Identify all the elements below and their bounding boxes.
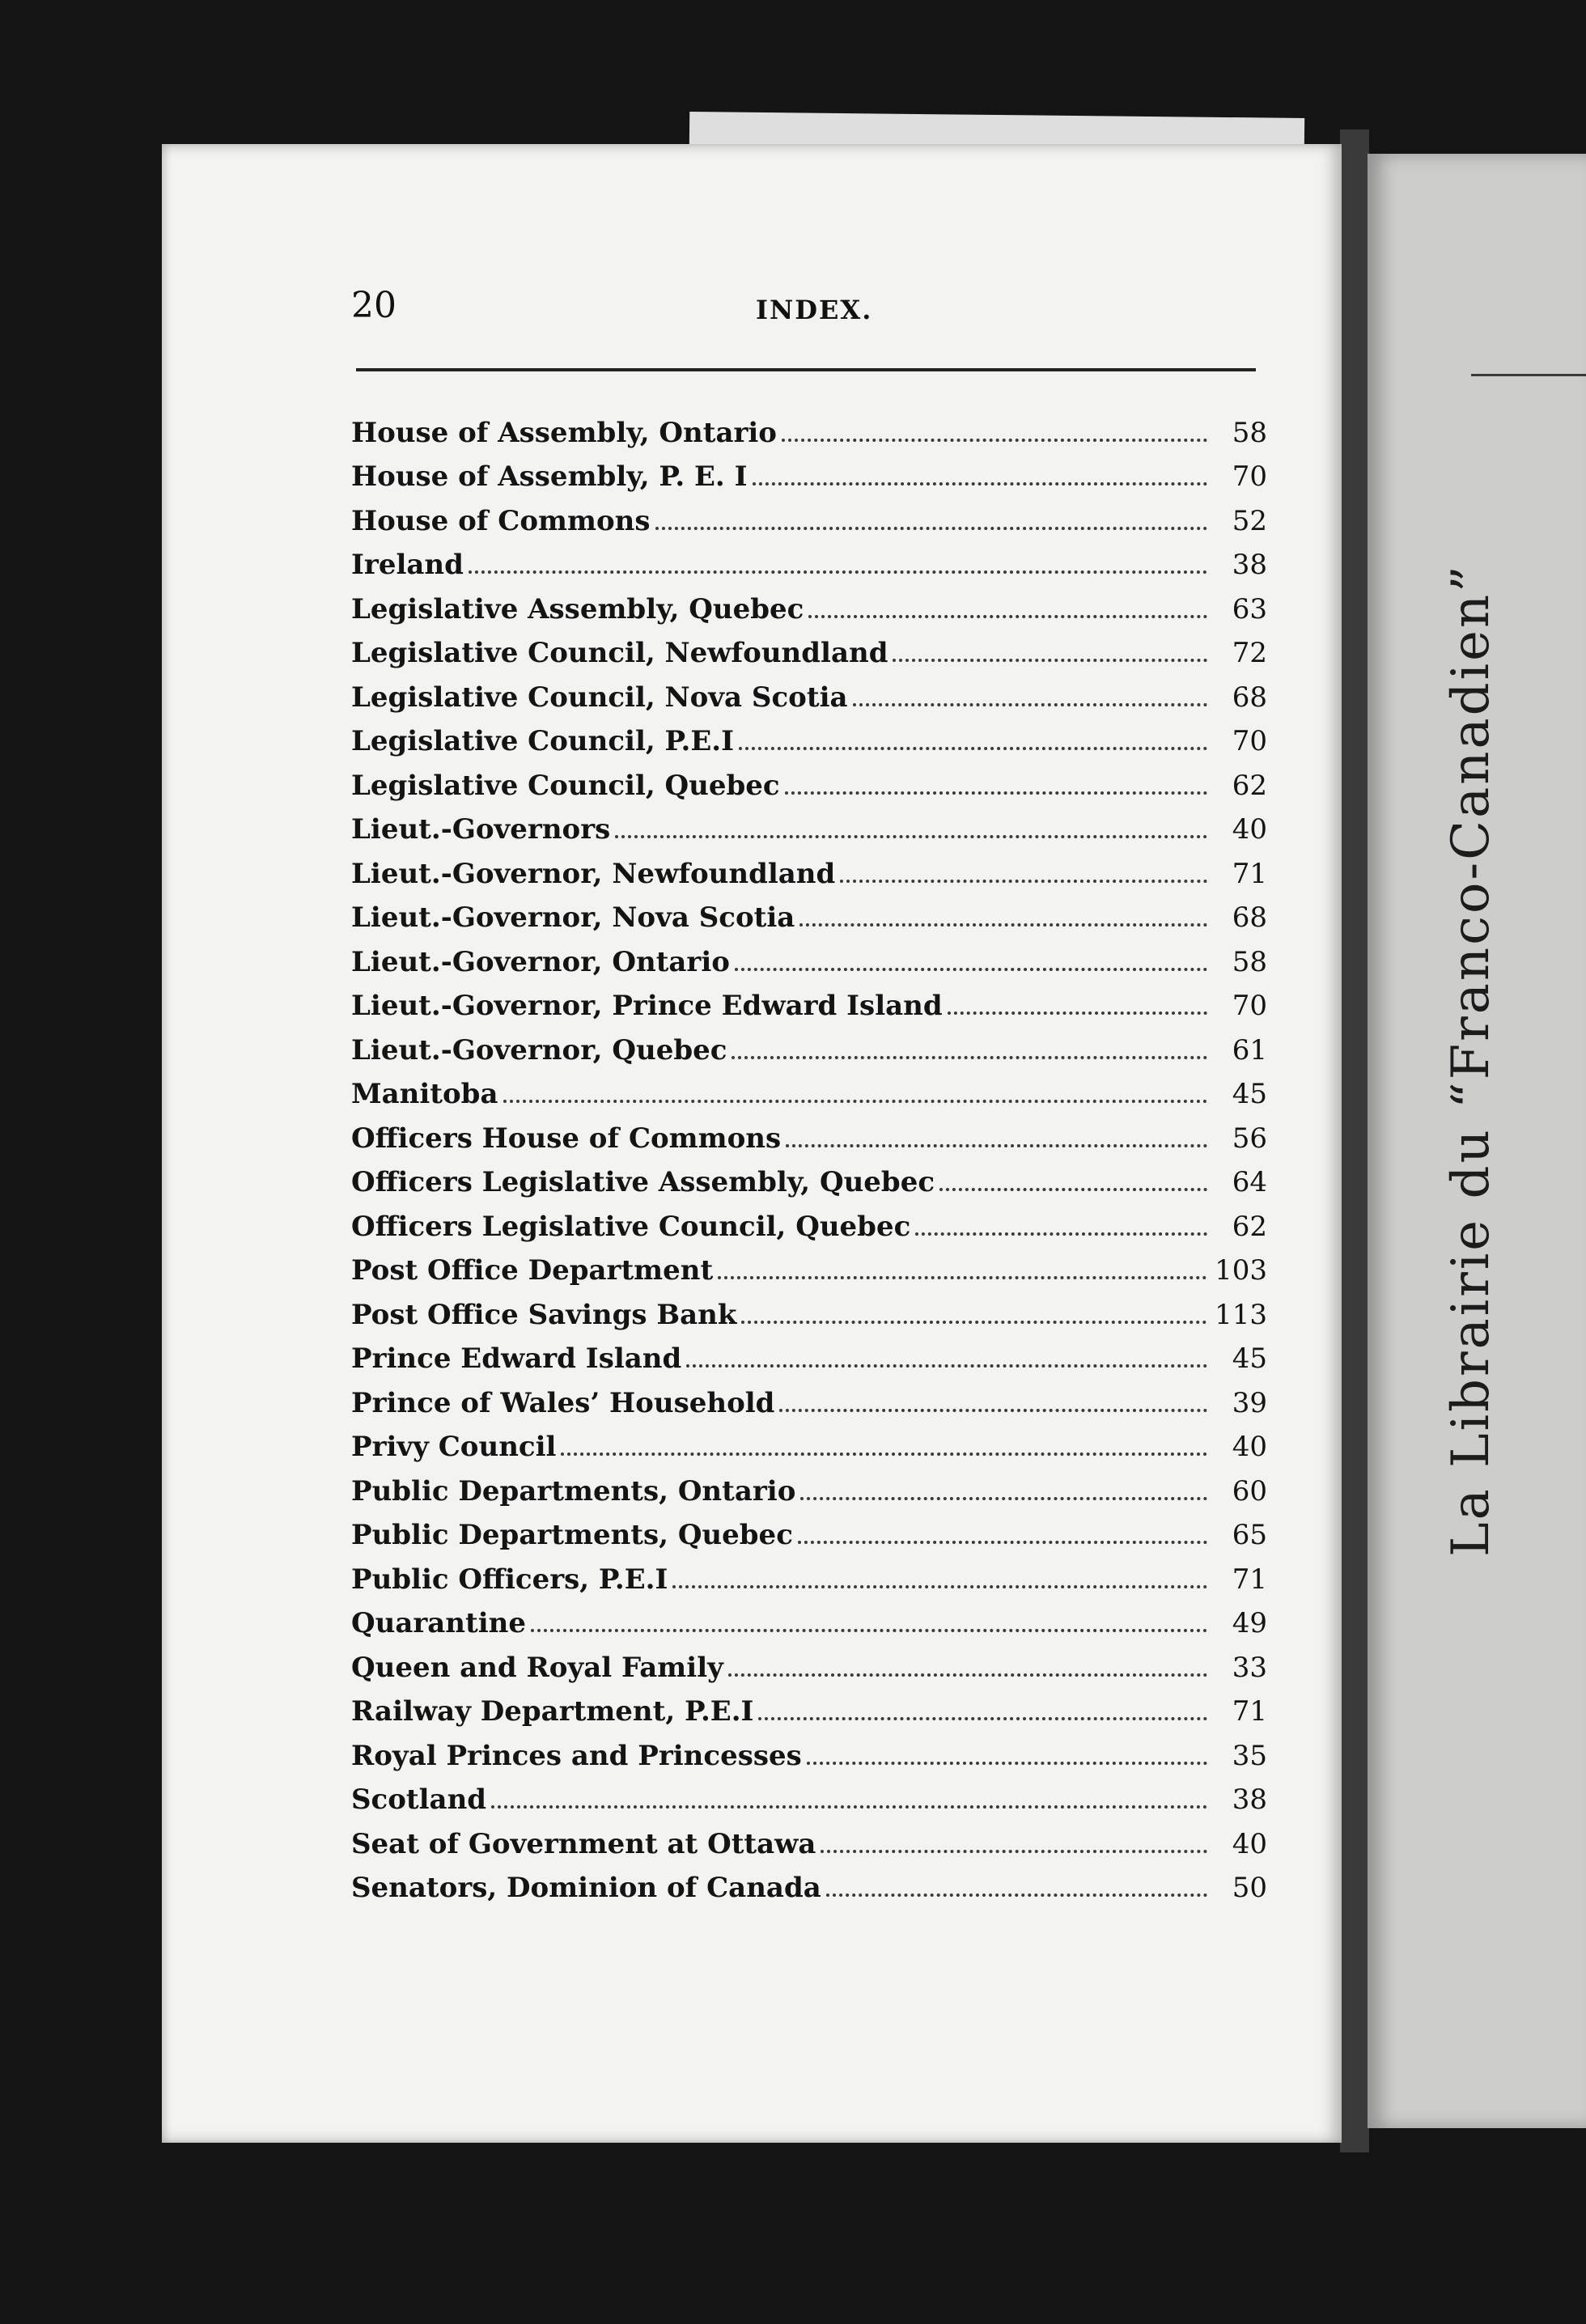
index-entry-title: Public Departments, Ontario <box>351 1474 796 1508</box>
dot-leader <box>718 1276 1206 1279</box>
adjacent-page-rule <box>1471 374 1586 376</box>
index-entry-page: 58 <box>1232 416 1267 449</box>
book-gutter <box>1340 129 1369 2152</box>
dot-leader <box>758 1717 1207 1720</box>
index-entry-title: Officers Legislative Council, Quebec <box>351 1210 911 1243</box>
index-entry <box>351 537 1267 582</box>
index-entry-page: 33 <box>1232 1651 1267 1684</box>
index-entry <box>351 1067 1267 1111</box>
index-entry-title: Lieut.-Governor, Quebec <box>351 1033 727 1067</box>
index-entry-title: Lieut.-Governor, Newfoundland <box>351 857 836 890</box>
index-entry <box>351 802 1267 846</box>
index-entry-page: 68 <box>1232 901 1267 934</box>
dot-leader <box>785 791 1207 795</box>
index-entry <box>351 1508 1267 1552</box>
dot-leader <box>853 703 1207 706</box>
index-entry-page: 72 <box>1232 637 1267 669</box>
index-entry-title: Post Office Savings Bank <box>351 1298 737 1331</box>
dot-leader <box>840 880 1207 883</box>
index-entry-page: 65 <box>1232 1519 1267 1551</box>
index-entry-title: Prince of Wales’ Household <box>351 1386 775 1419</box>
dot-leader <box>503 1100 1208 1103</box>
index-entry-title: Legislative Council, P.E.I <box>351 725 734 757</box>
index-entry-title: House of Assembly, Ontario <box>351 416 777 449</box>
index-entry-title: Public Departments, Quebec <box>351 1519 793 1551</box>
index-entry <box>351 1860 1267 1905</box>
dot-leader <box>826 1894 1207 1897</box>
header-rule <box>356 368 1256 371</box>
index-entry-page: 40 <box>1232 1827 1267 1860</box>
index-entry <box>351 1463 1267 1508</box>
index-entry <box>351 1287 1267 1331</box>
index-entry-page: 60 <box>1232 1474 1267 1508</box>
index-entry <box>351 1596 1267 1640</box>
index-entry-title: Royal Princes and Princesses <box>351 1739 802 1772</box>
index-entry-page: 103 <box>1215 1254 1267 1287</box>
index-entry <box>351 1198 1267 1243</box>
index-entry <box>351 714 1267 758</box>
index-entry-title: Legislative Assembly, Quebec <box>351 592 804 626</box>
index-entry-title: Privy Council <box>351 1431 557 1463</box>
dot-leader <box>779 1409 1207 1412</box>
index-entry <box>351 669 1267 714</box>
index-entry-title: Public Officers, P.E.I <box>351 1563 668 1596</box>
index-entry-page: 38 <box>1232 1783 1267 1816</box>
dot-leader <box>786 1144 1207 1147</box>
index-entry-page: 70 <box>1232 460 1267 493</box>
index-entry-title: Prince Edward Island <box>351 1342 682 1375</box>
index-entry <box>351 978 1267 1023</box>
index-entry-title: Scotland <box>351 1783 487 1816</box>
index-entry <box>351 1816 1267 1860</box>
index-entry <box>351 1243 1267 1287</box>
index-entry <box>351 405 1267 449</box>
index-entry-title: Lieut.-Governor, Ontario <box>351 945 730 978</box>
index-entry <box>351 1331 1267 1376</box>
index-entry <box>351 1728 1267 1772</box>
index-entry-page: 49 <box>1232 1607 1267 1639</box>
dot-leader <box>739 747 1207 750</box>
index-entry-title: House of Assembly, P. E. I <box>351 460 748 493</box>
index-entry <box>351 1375 1267 1419</box>
index-entry <box>351 890 1267 935</box>
index-entry-page: 113 <box>1215 1298 1267 1331</box>
index-entry-page: 56 <box>1232 1122 1267 1155</box>
dot-leader <box>798 1541 1207 1544</box>
index-entry <box>351 1551 1267 1596</box>
dot-leader <box>799 923 1207 927</box>
dot-leader <box>821 1850 1207 1853</box>
index-entry-page: 71 <box>1232 1695 1267 1728</box>
dot-leader <box>753 482 1207 486</box>
dot-leader <box>672 1585 1207 1588</box>
index-entry <box>351 1155 1267 1199</box>
index-entry-title: Lieut.-Governor, Nova Scotia <box>351 901 795 934</box>
index-entry-page: 61 <box>1232 1033 1267 1067</box>
index-entry-title: Legislative Council, Newfoundland <box>351 637 888 669</box>
dot-leader <box>808 615 1207 618</box>
index-entry-page: 38 <box>1232 549 1267 581</box>
index-entry <box>351 757 1267 802</box>
dot-leader <box>741 1321 1206 1324</box>
index-entry <box>351 449 1267 494</box>
running-title: INDEX. <box>756 295 873 325</box>
dot-leader <box>948 1011 1207 1015</box>
index-entry-page: 50 <box>1232 1872 1267 1904</box>
index-entry <box>351 934 1267 978</box>
index-entry-page: 70 <box>1232 990 1267 1022</box>
index-entry-page: 52 <box>1232 504 1267 537</box>
index-entry <box>351 1022 1267 1067</box>
index-entry-title: Senators, Dominion of Canada <box>351 1872 821 1904</box>
index-entry-page: 68 <box>1232 681 1267 714</box>
index-entry-page: 71 <box>1232 857 1267 890</box>
index-entry-title: Quarantine <box>351 1607 527 1639</box>
dot-leader <box>469 570 1207 574</box>
index-entry-page: 58 <box>1232 945 1267 978</box>
index-entry-page: 45 <box>1232 1078 1267 1110</box>
index-list <box>351 405 1267 1904</box>
index-entry-title: Legislative Council, Nova Scotia <box>351 681 848 714</box>
dot-leader <box>728 1673 1207 1677</box>
index-entry <box>351 493 1267 537</box>
index-entry-page: 45 <box>1232 1342 1267 1375</box>
index-entry-page: 40 <box>1232 813 1267 846</box>
index-entry-title: Legislative Council, Quebec <box>351 769 780 802</box>
index-entry <box>351 1772 1267 1817</box>
dot-leader <box>800 1497 1207 1500</box>
index-entry <box>351 1110 1267 1155</box>
dot-leader <box>531 1629 1207 1632</box>
index-entry-page: 62 <box>1232 769 1267 802</box>
index-entry <box>351 1684 1267 1728</box>
index-entry <box>351 1639 1267 1684</box>
adjacent-page-vertical-text: La Librairie du “Franco-Canadien” <box>1441 563 1501 1557</box>
dot-leader <box>491 1805 1207 1809</box>
index-entry <box>351 626 1267 670</box>
dot-leader <box>561 1452 1207 1456</box>
index-entry-page: 39 <box>1232 1386 1267 1419</box>
dot-leader <box>655 527 1207 530</box>
index-entry-page: 40 <box>1232 1431 1267 1463</box>
index-entry-title: Officers House of Commons <box>351 1122 782 1155</box>
index-entry <box>351 846 1267 890</box>
dot-leader <box>686 1364 1207 1368</box>
dot-leader <box>732 1056 1207 1059</box>
index-entry-title: Queen and Royal Family <box>351 1651 723 1684</box>
index-entry-title: Lieut.-Governor, Prince Edward Island <box>351 990 943 1022</box>
index-entry-page: 71 <box>1232 1563 1267 1596</box>
index-entry-title: Post Office Department <box>351 1254 714 1287</box>
index-entry-title: Officers Legislative Assembly, Quebec <box>351 1166 935 1198</box>
index-entry-page: 63 <box>1232 592 1267 626</box>
index-entry-page: 35 <box>1232 1739 1267 1772</box>
dot-leader <box>782 439 1207 442</box>
dot-leader <box>893 659 1207 662</box>
index-entry-title: House of Commons <box>351 504 651 537</box>
page-number: 20 <box>351 285 396 326</box>
index-entry <box>351 1419 1267 1464</box>
dot-leader <box>615 835 1207 838</box>
index-entry-title: Ireland <box>351 549 464 581</box>
index-entry-page: 62 <box>1232 1210 1267 1243</box>
index-entry-page: 64 <box>1232 1166 1267 1198</box>
page-header <box>351 285 1261 333</box>
index-entry-title: Lieut.-Governors <box>351 813 611 846</box>
index-entry-title: Manitoba <box>351 1078 498 1110</box>
dot-leader <box>915 1232 1207 1236</box>
index-entry <box>351 581 1267 626</box>
index-entry-page: 70 <box>1232 725 1267 757</box>
index-entry-title: Seat of Government at Ottawa <box>351 1827 816 1860</box>
dot-leader <box>735 968 1207 971</box>
index-entry-title: Railway Department, P.E.I <box>351 1695 754 1728</box>
dot-leader <box>807 1762 1207 1765</box>
dot-leader <box>939 1188 1207 1191</box>
